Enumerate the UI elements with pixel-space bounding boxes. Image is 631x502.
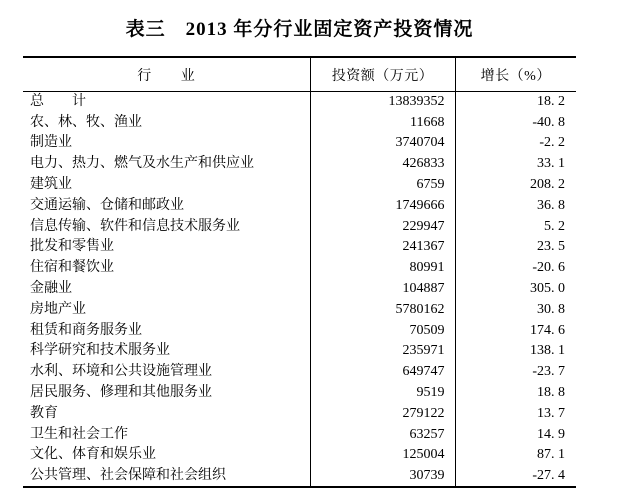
growth-cell: 14. 9 xyxy=(455,424,576,445)
industry-cell: 居民服务、修理和其他服务业 xyxy=(30,385,212,401)
table-row xyxy=(23,92,576,113)
growth-cell: -2. 2 xyxy=(455,133,576,154)
col-header-growth: 增长（%） xyxy=(455,57,576,92)
industry-cell: 批发和零售业 xyxy=(30,239,114,255)
industry-cell: 租赁和商务服务业 xyxy=(30,322,142,338)
investment-cell: 30739 xyxy=(310,466,455,487)
industry-cell: 卫生和社会工作 xyxy=(30,426,128,442)
investment-cell: 229947 xyxy=(310,216,455,237)
investment-cell: 70509 xyxy=(310,320,455,341)
growth-cell: 23. 5 xyxy=(455,237,576,258)
investment-cell: 11668 xyxy=(310,112,455,133)
investment-cell: 649747 xyxy=(310,362,455,383)
industry-cell: 交通运输、仓储和邮政业 xyxy=(30,197,184,213)
growth-cell: -27. 4 xyxy=(455,466,576,487)
industry-cell: 文化、体育和娱乐业 xyxy=(30,447,156,463)
investment-cell: 241367 xyxy=(310,237,455,258)
industry-cell: 房地产业 xyxy=(30,301,86,317)
investment-table xyxy=(23,56,576,488)
industry-cell: 信息传输、软件和信息技术服务业 xyxy=(30,218,240,234)
header-row xyxy=(23,57,576,92)
investment-cell: 1749666 xyxy=(310,195,455,216)
investment-cell: 125004 xyxy=(310,445,455,466)
industry-cell: 电力、热力、燃气及水生产和供应业 xyxy=(30,156,254,172)
investment-cell: 9519 xyxy=(310,383,455,404)
table-row xyxy=(23,320,576,341)
table-row xyxy=(23,403,576,424)
table-row xyxy=(23,195,576,216)
growth-cell: 174. 6 xyxy=(455,320,576,341)
table-row xyxy=(23,341,576,362)
investment-cell: 13839352 xyxy=(310,92,455,113)
investment-cell: 235971 xyxy=(310,341,455,362)
investment-cell: 3740704 xyxy=(310,133,455,154)
table-row xyxy=(23,445,576,466)
investment-cell: 6759 xyxy=(310,175,455,196)
growth-cell: -40. 8 xyxy=(455,112,576,133)
growth-cell: 138. 1 xyxy=(455,341,576,362)
col-header-industry: 行 业 xyxy=(23,57,310,92)
table-row xyxy=(23,216,576,237)
table-row xyxy=(23,154,576,175)
growth-cell: 13. 7 xyxy=(455,403,576,424)
growth-cell: 33. 1 xyxy=(455,154,576,175)
growth-cell: -23. 7 xyxy=(455,362,576,383)
table-row xyxy=(23,175,576,196)
table-row xyxy=(23,279,576,300)
table-row xyxy=(23,424,576,445)
investment-cell: 104887 xyxy=(310,279,455,300)
table-row xyxy=(23,299,576,320)
industry-cell: 住宿和餐饮业 xyxy=(30,260,114,276)
investment-cell: 63257 xyxy=(310,424,455,445)
industry-cell: 制造业 xyxy=(30,135,72,151)
growth-cell: 18. 2 xyxy=(455,92,576,113)
investment-cell: 80991 xyxy=(310,258,455,279)
industry-cell: 教育 xyxy=(30,405,58,421)
growth-cell: 36. 8 xyxy=(455,195,576,216)
industry-cell: 建筑业 xyxy=(30,177,72,193)
table-row xyxy=(23,383,576,404)
table-row xyxy=(23,112,576,133)
growth-cell: 18. 8 xyxy=(455,383,576,404)
investment-cell: 279122 xyxy=(310,403,455,424)
investment-cell: 426833 xyxy=(310,154,455,175)
table-row xyxy=(23,237,576,258)
table-row xyxy=(23,362,576,383)
industry-cell: 农、林、牧、渔业 xyxy=(30,114,142,130)
growth-cell: 305. 0 xyxy=(455,279,576,300)
table-row xyxy=(23,258,576,279)
growth-cell: 30. 8 xyxy=(455,299,576,320)
table-row xyxy=(23,466,576,487)
col-header-investment: 投资额（万元） xyxy=(310,57,455,92)
growth-cell: 208. 2 xyxy=(455,175,576,196)
growth-cell: 87. 1 xyxy=(455,445,576,466)
industry-cell: 总 计 xyxy=(30,94,86,110)
growth-cell: -20. 6 xyxy=(455,258,576,279)
growth-cell: 5. 2 xyxy=(455,216,576,237)
table-body xyxy=(23,92,576,487)
table-row xyxy=(23,133,576,154)
industry-cell: 金融业 xyxy=(30,281,72,297)
table-title: 表三 2013 年分行业固定资产投资情况 xyxy=(125,19,474,40)
investment-cell: 5780162 xyxy=(310,299,455,320)
industry-cell: 公共管理、社会保障和社会组织 xyxy=(30,467,226,483)
industry-cell: 水利、环境和公共设施管理业 xyxy=(30,364,212,380)
industry-cell: 科学研究和技术服务业 xyxy=(30,343,170,359)
